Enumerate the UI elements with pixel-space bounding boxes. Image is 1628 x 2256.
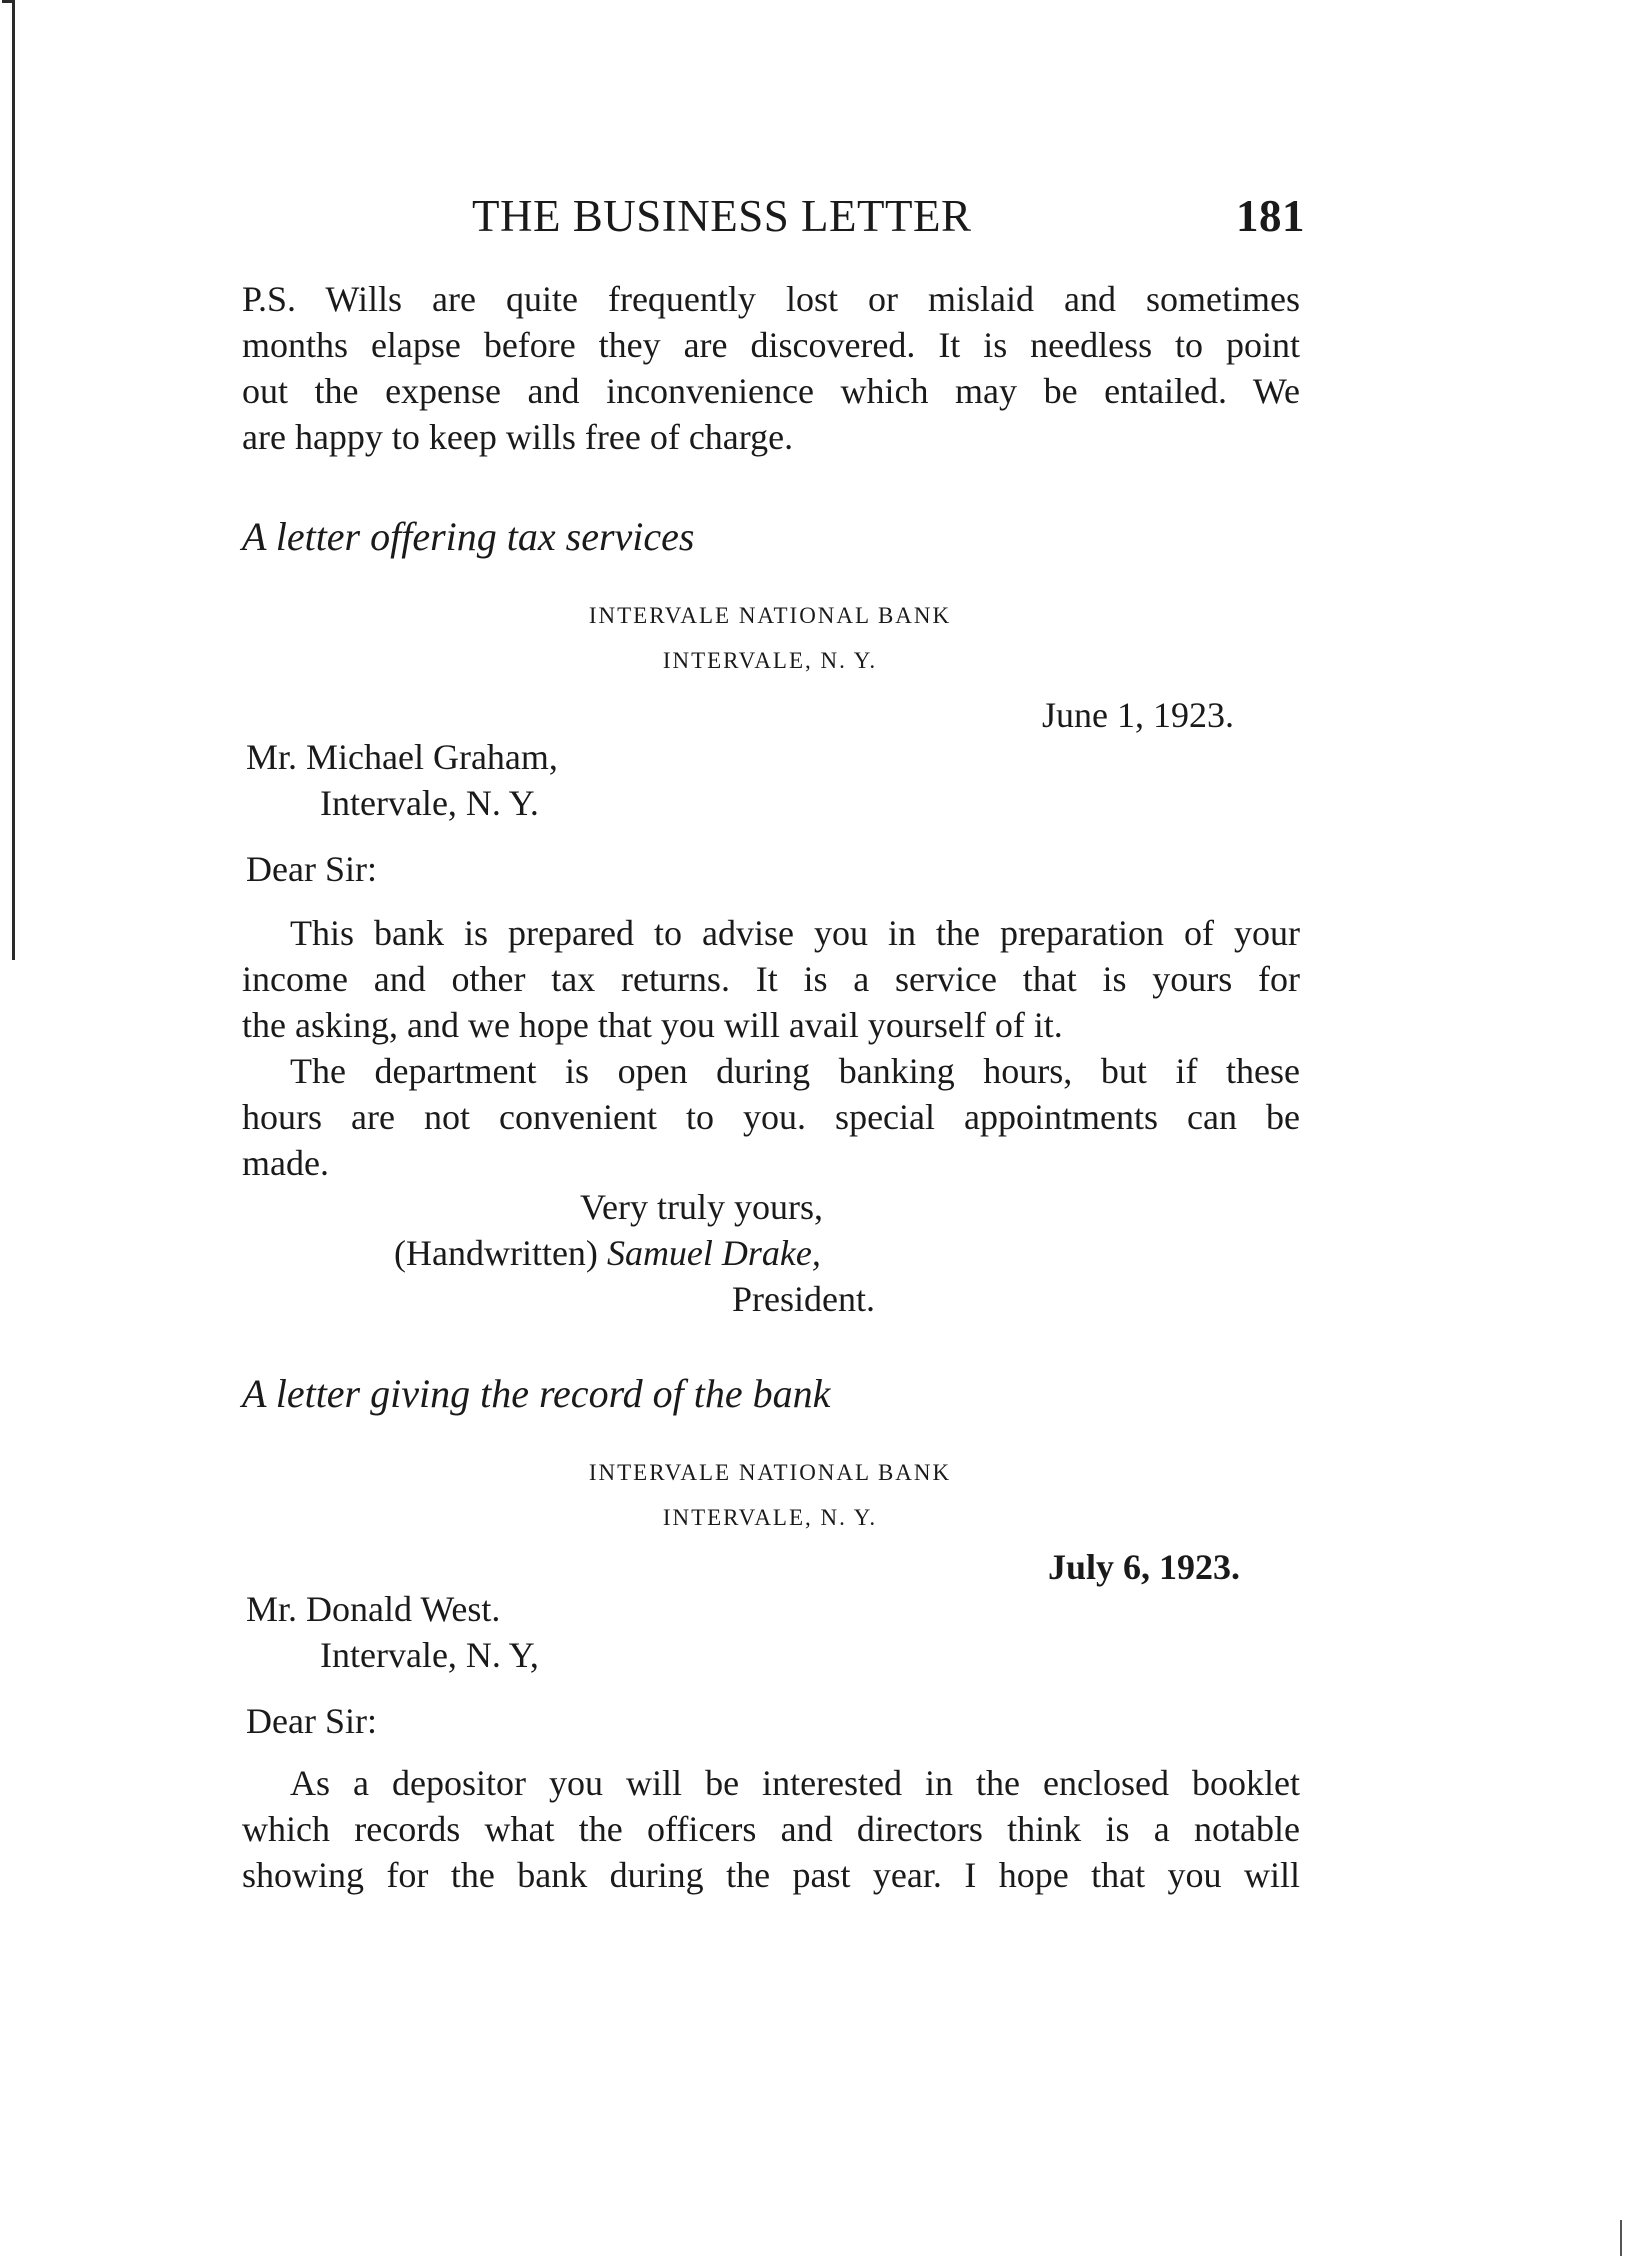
postscript-line: out the expense and inconvenience which may be entailed. We: [242, 371, 1300, 411]
paragraph-line: As a depositor you will be interested in the enclosed booklet: [290, 1763, 1300, 1803]
paragraph-line: which records what the officers and directors think is a notable: [242, 1809, 1300, 1849]
paragraph-line: hours are not convenient to you. special appointments can be: [242, 1097, 1300, 1137]
postscript-line: months elapse before they are discovered. It is needless to point: [242, 325, 1300, 365]
page-edge-line: [12, 0, 15, 960]
postscript-line: P.S. Wills are quite frequently lost or mislaid and sometimes: [242, 279, 1300, 319]
page-number: 181: [1236, 191, 1305, 241]
letter-date: June 1, 1923.: [1042, 695, 1234, 735]
page-edge-mark: [1620, 2220, 1622, 2256]
addressee-place: Intervale, N. Y,: [320, 1635, 539, 1675]
letterhead-bank-name: INTERVALE NATIONAL BANK: [588, 1460, 952, 1485]
paragraph-line: This bank is prepared to advise you in the preparation of your: [290, 913, 1300, 953]
addressee-place: Intervale, N. Y.: [320, 783, 539, 823]
paragraph-line: showing for the bank during the past year. I hope that you will: [242, 1855, 1300, 1895]
letter-date: July 6, 1923.: [1048, 1547, 1241, 1587]
paragraph-line: made.: [242, 1143, 329, 1183]
closing: Very truly yours,: [580, 1187, 823, 1227]
section-heading-tax-services: A letter offering tax services: [242, 514, 695, 559]
signature-title: President.: [732, 1279, 875, 1319]
signature-name: Samuel Drake,: [606, 1233, 821, 1273]
letter-paragraph: [242, 910, 1300, 1048]
letterhead-bank-place: INTERVALE, N. Y.: [662, 1505, 878, 1530]
paragraph-line: the asking, and we hope that you will avail yourself of it.: [242, 1005, 1063, 1045]
postscript-line: are happy to keep wills free of charge.: [242, 417, 794, 457]
section-heading-bank-record: A letter giving the record of the bank: [242, 1371, 831, 1416]
letter-paragraph: [242, 1760, 1300, 1898]
salutation: Dear Sir:: [246, 849, 377, 889]
letterhead-bank-place: INTERVALE, N. Y.: [662, 648, 878, 673]
salutation: Dear Sir:: [246, 1701, 377, 1741]
page-edge-tick: [2, 0, 14, 3]
signature-note: (Handwritten): [394, 1233, 598, 1273]
letterhead-bank-name: INTERVALE NATIONAL BANK: [588, 603, 952, 628]
signature-line: [394, 1232, 821, 1274]
running-head-title: THE BUSINESS LETTER: [472, 191, 972, 241]
addressee-name: Mr. Donald West.: [246, 1589, 501, 1629]
letter-paragraph: [242, 1048, 1300, 1186]
paragraph-line: The department is open during banking hours, but if these: [290, 1051, 1300, 1091]
addressee-name: Mr. Michael Graham,: [246, 737, 558, 777]
paragraph-line: income and other tax returns. It is a service that is yours for: [242, 959, 1300, 999]
postscript: [242, 276, 1300, 460]
